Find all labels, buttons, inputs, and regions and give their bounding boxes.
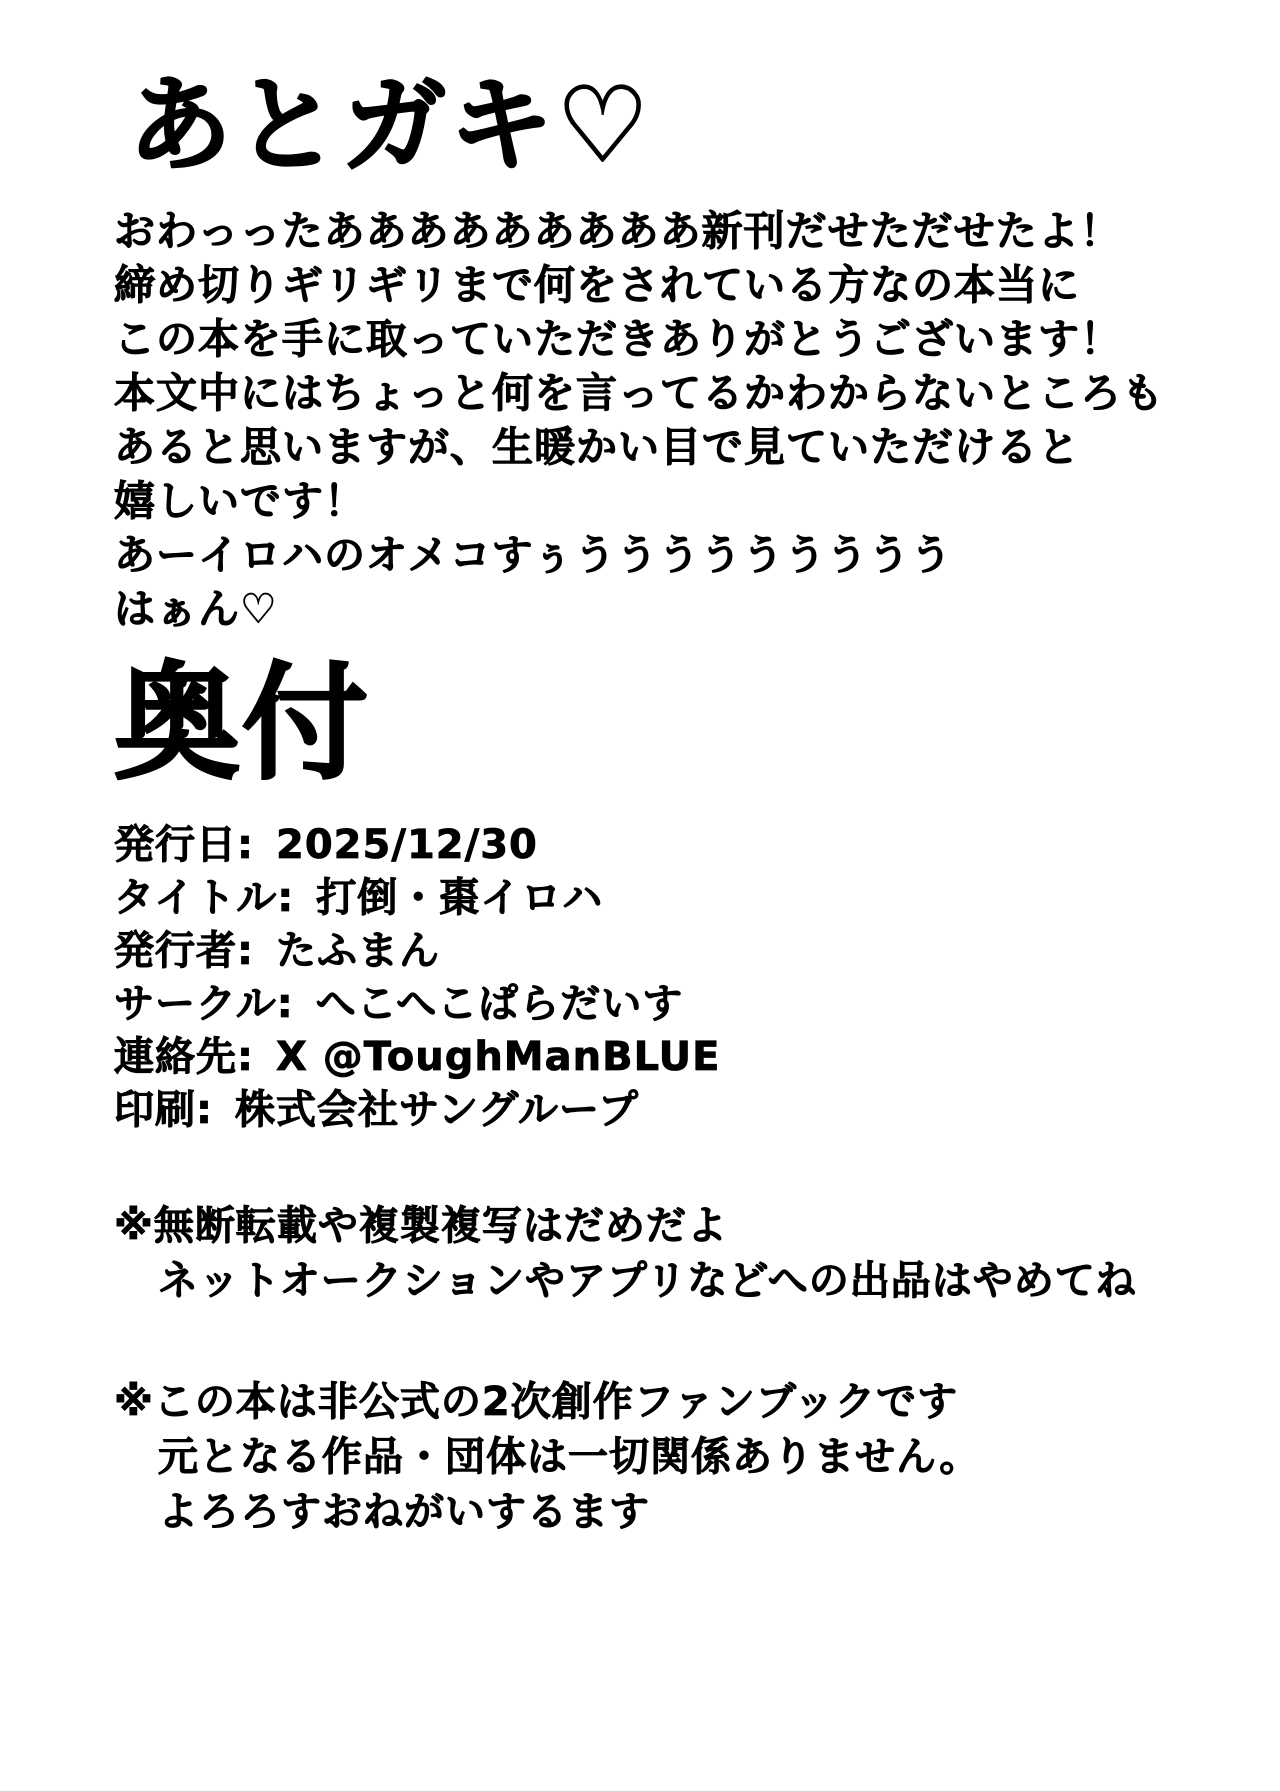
afterword-title: あとガキ♡ xyxy=(128,64,653,186)
colophon-entry-contact xyxy=(114,1031,1250,1084)
afterword-line: この本を手に取っていただきありがとうございます！ xyxy=(114,315,1122,363)
note-unofficial-fanbook xyxy=(114,1375,1250,1540)
colophon-value: 打倒・棗イロハ xyxy=(316,874,604,921)
note-line: ※無断転載や複製複写はだめだよ xyxy=(114,1202,728,1249)
colophon-title: 奥付 xyxy=(114,650,370,797)
colophon-label: 発行日: xyxy=(114,821,254,868)
afterword-line: あーイロハのオメコすぅううううううううう xyxy=(114,531,953,579)
afterword-paragraph xyxy=(114,204,1250,636)
colophon-list xyxy=(114,819,1250,1137)
note-line: よろろすおねがいするます xyxy=(158,1488,650,1535)
note-no-reproduction xyxy=(114,1199,1250,1309)
colophon-label: 発行者: xyxy=(114,927,254,974)
colophon-value: たふまん xyxy=(276,927,440,974)
afterword-line: 締め切りギリギリまで何をされている方なの本当に xyxy=(114,261,1080,309)
colophon-value: 株式会社サングループ xyxy=(235,1086,639,1133)
colophon-entry-publish-date xyxy=(114,819,1250,872)
colophon-value: X @ToughManBLUE xyxy=(276,1033,721,1080)
afterword-line: はぁん♡ xyxy=(114,585,278,633)
afterword-line: あると思いますが、生暖かい目で見ていただけると xyxy=(114,423,1080,471)
colophon-label: サークル: xyxy=(114,980,294,1027)
note-line: 元となる作品・団体は一切関係ありません。 xyxy=(158,1433,981,1480)
colophon-value: へこへこぱらだいす xyxy=(315,980,684,1027)
colophon-entry-title xyxy=(114,872,1250,925)
colophon-entry-publisher xyxy=(114,925,1250,978)
colophon-entry-printer xyxy=(114,1084,1250,1137)
colophon-value: 2025/12/30 xyxy=(276,821,538,868)
colophon-label: 連絡先: xyxy=(114,1033,254,1080)
afterword-line: 本文中にはちょっと何を言ってるかわからないところも xyxy=(114,369,1164,417)
note-line: ※この本は非公式の2次創作ファンブックです xyxy=(114,1378,959,1425)
afterword-line: おわっったあああああああああ新刊だせただせたよ！ xyxy=(114,207,1122,255)
colophon-entry-circle xyxy=(114,978,1250,1031)
colophon-label: 印刷: xyxy=(114,1086,213,1133)
note-line: ネットオークションやアプリなどへの出品はやめてね xyxy=(158,1257,1137,1304)
colophon-label: タイトル: xyxy=(114,874,295,921)
afterword-line: 嬉しいです！ xyxy=(114,477,366,525)
